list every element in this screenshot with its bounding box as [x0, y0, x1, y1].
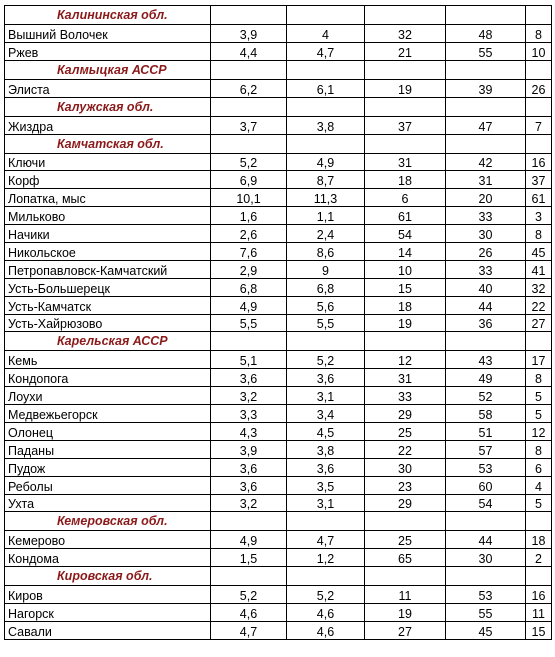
value-cell: 4,9: [211, 296, 287, 314]
value-cell: 10,1: [211, 189, 287, 207]
station-row: [5, 314, 552, 332]
empty-cell: [287, 567, 365, 586]
value-cell: 5,5: [211, 314, 287, 332]
station-row: [5, 260, 552, 278]
empty-cell: [211, 567, 287, 586]
station-name: Начики: [5, 225, 211, 243]
station-row: [5, 153, 552, 171]
empty-cell: [446, 6, 526, 25]
value-cell: 15: [365, 278, 446, 296]
station-row: [5, 42, 552, 60]
station-name: Кемь: [5, 351, 211, 369]
value-cell: 44: [446, 531, 526, 549]
value-cell: 3,9: [211, 440, 287, 458]
empty-cell: [365, 332, 446, 351]
region-name: Камчатская обл.: [5, 134, 211, 153]
value-cell: 19: [365, 604, 446, 622]
empty-cell: [526, 332, 552, 351]
value-cell: 18: [526, 531, 552, 549]
value-cell: 47: [446, 116, 526, 134]
value-cell: 45: [526, 243, 552, 261]
station-name: Ухта: [5, 494, 211, 512]
station-row: [5, 278, 552, 296]
value-cell: 3,8: [287, 440, 365, 458]
region-name: Карельская АССР: [5, 332, 211, 351]
value-cell: 25: [365, 531, 446, 549]
station-row: [5, 25, 552, 43]
value-cell: 61: [365, 207, 446, 225]
value-cell: 3: [526, 207, 552, 225]
value-cell: 54: [446, 494, 526, 512]
value-cell: 6: [365, 189, 446, 207]
value-cell: 11,3: [287, 189, 365, 207]
value-cell: 3,6: [287, 458, 365, 476]
value-cell: 1,2: [287, 549, 365, 567]
value-cell: 4: [526, 476, 552, 494]
value-cell: 4,7: [211, 622, 287, 640]
region-name: Кировская обл.: [5, 567, 211, 586]
value-cell: 44: [446, 296, 526, 314]
empty-cell: [446, 512, 526, 531]
empty-cell: [446, 567, 526, 586]
value-cell: 55: [446, 604, 526, 622]
station-name: Ключи: [5, 153, 211, 171]
station-row: [5, 531, 552, 549]
station-name: Киров: [5, 586, 211, 604]
empty-cell: [287, 332, 365, 351]
region-header-row: [5, 97, 552, 116]
value-cell: 43: [446, 351, 526, 369]
value-cell: 37: [526, 171, 552, 189]
station-name: Лоухи: [5, 387, 211, 405]
region-name: Калмыцкая АССР: [5, 60, 211, 79]
value-cell: 12: [365, 351, 446, 369]
station-name: Никольское: [5, 243, 211, 261]
value-cell: 20: [446, 189, 526, 207]
station-row: [5, 586, 552, 604]
value-cell: 6,8: [287, 278, 365, 296]
value-cell: 54: [365, 225, 446, 243]
station-name: Медвежьегорск: [5, 405, 211, 423]
value-cell: 31: [365, 153, 446, 171]
empty-cell: [211, 332, 287, 351]
value-cell: 1,6: [211, 207, 287, 225]
value-cell: 6,9: [211, 171, 287, 189]
station-name: Нагорск: [5, 604, 211, 622]
value-cell: 60: [446, 476, 526, 494]
value-cell: 1,1: [287, 207, 365, 225]
value-cell: 3,6: [211, 369, 287, 387]
station-row: [5, 476, 552, 494]
region-header-row: [5, 6, 552, 25]
value-cell: 5,2: [287, 351, 365, 369]
station-name: Петропавловск-Камчатский: [5, 260, 211, 278]
value-cell: 33: [365, 387, 446, 405]
value-cell: 49: [446, 369, 526, 387]
empty-cell: [446, 134, 526, 153]
station-name: Корф: [5, 171, 211, 189]
value-cell: 26: [526, 79, 552, 97]
table-body: [5, 6, 552, 640]
value-cell: 4,3: [211, 423, 287, 441]
region-header-row: [5, 332, 552, 351]
value-cell: 11: [526, 604, 552, 622]
value-cell: 39: [446, 79, 526, 97]
station-name: Лопатка, мыс: [5, 189, 211, 207]
value-cell: 8,6: [287, 243, 365, 261]
value-cell: 14: [365, 243, 446, 261]
value-cell: 42: [446, 153, 526, 171]
value-cell: 19: [365, 79, 446, 97]
value-cell: 19: [365, 314, 446, 332]
empty-cell: [446, 332, 526, 351]
value-cell: 26: [446, 243, 526, 261]
value-cell: 4,6: [287, 622, 365, 640]
value-cell: 2,4: [287, 225, 365, 243]
value-cell: 4,9: [287, 153, 365, 171]
value-cell: 12: [526, 423, 552, 441]
station-row: [5, 207, 552, 225]
value-cell: 32: [526, 278, 552, 296]
station-row: [5, 351, 552, 369]
station-name: Кондопога: [5, 369, 211, 387]
value-cell: 52: [446, 387, 526, 405]
value-cell: 48: [446, 25, 526, 43]
value-cell: 3,7: [211, 116, 287, 134]
empty-cell: [365, 567, 446, 586]
value-cell: 16: [526, 153, 552, 171]
empty-cell: [211, 97, 287, 116]
value-cell: 4: [287, 25, 365, 43]
value-cell: 51: [446, 423, 526, 441]
value-cell: 5,1: [211, 351, 287, 369]
value-cell: 4,7: [287, 531, 365, 549]
empty-cell: [365, 134, 446, 153]
value-cell: 22: [526, 296, 552, 314]
value-cell: 45: [446, 622, 526, 640]
empty-cell: [211, 60, 287, 79]
region-header-row: [5, 60, 552, 79]
value-cell: 57: [446, 440, 526, 458]
station-row: [5, 387, 552, 405]
value-cell: 5,2: [211, 153, 287, 171]
value-cell: 23: [365, 476, 446, 494]
empty-cell: [287, 512, 365, 531]
station-row: [5, 116, 552, 134]
empty-cell: [526, 60, 552, 79]
station-name: Кемерово: [5, 531, 211, 549]
station-name: Мильково: [5, 207, 211, 225]
station-name: Савали: [5, 622, 211, 640]
station-row: [5, 458, 552, 476]
region-name: Калининская обл.: [5, 6, 211, 25]
region-name: Кемеровская обл.: [5, 512, 211, 531]
value-cell: 27: [526, 314, 552, 332]
value-cell: 3,8: [287, 116, 365, 134]
value-cell: 65: [365, 549, 446, 567]
station-row: [5, 405, 552, 423]
value-cell: 5,6: [287, 296, 365, 314]
region-header-row: [5, 567, 552, 586]
value-cell: 2: [526, 549, 552, 567]
value-cell: 5: [526, 405, 552, 423]
value-cell: 3,1: [287, 494, 365, 512]
value-cell: 33: [446, 207, 526, 225]
value-cell: 31: [365, 369, 446, 387]
value-cell: 4,6: [211, 604, 287, 622]
value-cell: 8: [526, 440, 552, 458]
empty-cell: [446, 60, 526, 79]
value-cell: 3,2: [211, 494, 287, 512]
empty-cell: [526, 6, 552, 25]
station-name: Кондома: [5, 549, 211, 567]
value-cell: 21: [365, 42, 446, 60]
empty-cell: [526, 512, 552, 531]
value-cell: 10: [526, 42, 552, 60]
climate-data-table: [4, 5, 552, 640]
value-cell: 6,2: [211, 79, 287, 97]
value-cell: 31: [446, 171, 526, 189]
empty-cell: [365, 6, 446, 25]
value-cell: 3,6: [211, 458, 287, 476]
empty-cell: [365, 512, 446, 531]
value-cell: 3,4: [287, 405, 365, 423]
value-cell: 17: [526, 351, 552, 369]
value-cell: 36: [446, 314, 526, 332]
empty-cell: [526, 134, 552, 153]
empty-cell: [287, 97, 365, 116]
value-cell: 5,5: [287, 314, 365, 332]
station-row: [5, 171, 552, 189]
value-cell: 29: [365, 494, 446, 512]
value-cell: 37: [365, 116, 446, 134]
value-cell: 22: [365, 440, 446, 458]
value-cell: 10: [365, 260, 446, 278]
empty-cell: [446, 97, 526, 116]
value-cell: 25: [365, 423, 446, 441]
value-cell: 4,7: [287, 42, 365, 60]
value-cell: 41: [526, 260, 552, 278]
empty-cell: [526, 567, 552, 586]
station-name: Усть-Хайрюзово: [5, 314, 211, 332]
station-row: [5, 549, 552, 567]
value-cell: 16: [526, 586, 552, 604]
value-cell: 3,3: [211, 405, 287, 423]
value-cell: 5,2: [211, 586, 287, 604]
station-row: [5, 225, 552, 243]
station-name: Элиста: [5, 79, 211, 97]
station-row: [5, 369, 552, 387]
station-row: [5, 494, 552, 512]
station-name: Жиздра: [5, 116, 211, 134]
region-header-row: [5, 512, 552, 531]
value-cell: 18: [365, 296, 446, 314]
value-cell: 8: [526, 25, 552, 43]
station-name: Ржев: [5, 42, 211, 60]
value-cell: 58: [446, 405, 526, 423]
empty-cell: [287, 134, 365, 153]
value-cell: 15: [526, 622, 552, 640]
value-cell: 55: [446, 42, 526, 60]
value-cell: 33: [446, 260, 526, 278]
station-row: [5, 243, 552, 261]
empty-cell: [526, 97, 552, 116]
value-cell: 5: [526, 387, 552, 405]
value-cell: 8: [526, 369, 552, 387]
station-name: Олонец: [5, 423, 211, 441]
empty-cell: [211, 512, 287, 531]
value-cell: 4,4: [211, 42, 287, 60]
value-cell: 3,6: [287, 369, 365, 387]
value-cell: 2,9: [211, 260, 287, 278]
value-cell: 3,1: [287, 387, 365, 405]
empty-cell: [211, 134, 287, 153]
value-cell: 9: [287, 260, 365, 278]
empty-cell: [365, 97, 446, 116]
value-cell: 6,1: [287, 79, 365, 97]
value-cell: 27: [365, 622, 446, 640]
value-cell: 53: [446, 586, 526, 604]
station-name: Усть-Большерецк: [5, 278, 211, 296]
station-row: [5, 189, 552, 207]
value-cell: 29: [365, 405, 446, 423]
empty-cell: [211, 6, 287, 25]
value-cell: 7,6: [211, 243, 287, 261]
value-cell: 4,5: [287, 423, 365, 441]
value-cell: 5,2: [287, 586, 365, 604]
value-cell: 32: [365, 25, 446, 43]
station-row: [5, 296, 552, 314]
value-cell: 30: [446, 549, 526, 567]
station-name: Паданы: [5, 440, 211, 458]
empty-cell: [365, 60, 446, 79]
empty-cell: [287, 60, 365, 79]
value-cell: 40: [446, 278, 526, 296]
value-cell: 3,6: [211, 476, 287, 494]
value-cell: 6: [526, 458, 552, 476]
value-cell: 6,8: [211, 278, 287, 296]
value-cell: 2,6: [211, 225, 287, 243]
value-cell: 30: [446, 225, 526, 243]
value-cell: 11: [365, 586, 446, 604]
empty-cell: [287, 6, 365, 25]
station-row: [5, 622, 552, 640]
value-cell: 3,9: [211, 25, 287, 43]
value-cell: 4,9: [211, 531, 287, 549]
station-row: [5, 423, 552, 441]
value-cell: 3,2: [211, 387, 287, 405]
value-cell: 8: [526, 225, 552, 243]
region-name: Калужская обл.: [5, 97, 211, 116]
value-cell: 30: [365, 458, 446, 476]
station-row: [5, 79, 552, 97]
station-name: Пудож: [5, 458, 211, 476]
station-name: Реболы: [5, 476, 211, 494]
station-row: [5, 604, 552, 622]
value-cell: 7: [526, 116, 552, 134]
value-cell: 8,7: [287, 171, 365, 189]
value-cell: 1,5: [211, 549, 287, 567]
value-cell: 5: [526, 494, 552, 512]
value-cell: 4,6: [287, 604, 365, 622]
region-header-row: [5, 134, 552, 153]
value-cell: 18: [365, 171, 446, 189]
value-cell: 61: [526, 189, 552, 207]
station-name: Усть-Камчатск: [5, 296, 211, 314]
station-name: Вышний Волочек: [5, 25, 211, 43]
value-cell: 3,5: [287, 476, 365, 494]
value-cell: 53: [446, 458, 526, 476]
station-row: [5, 440, 552, 458]
